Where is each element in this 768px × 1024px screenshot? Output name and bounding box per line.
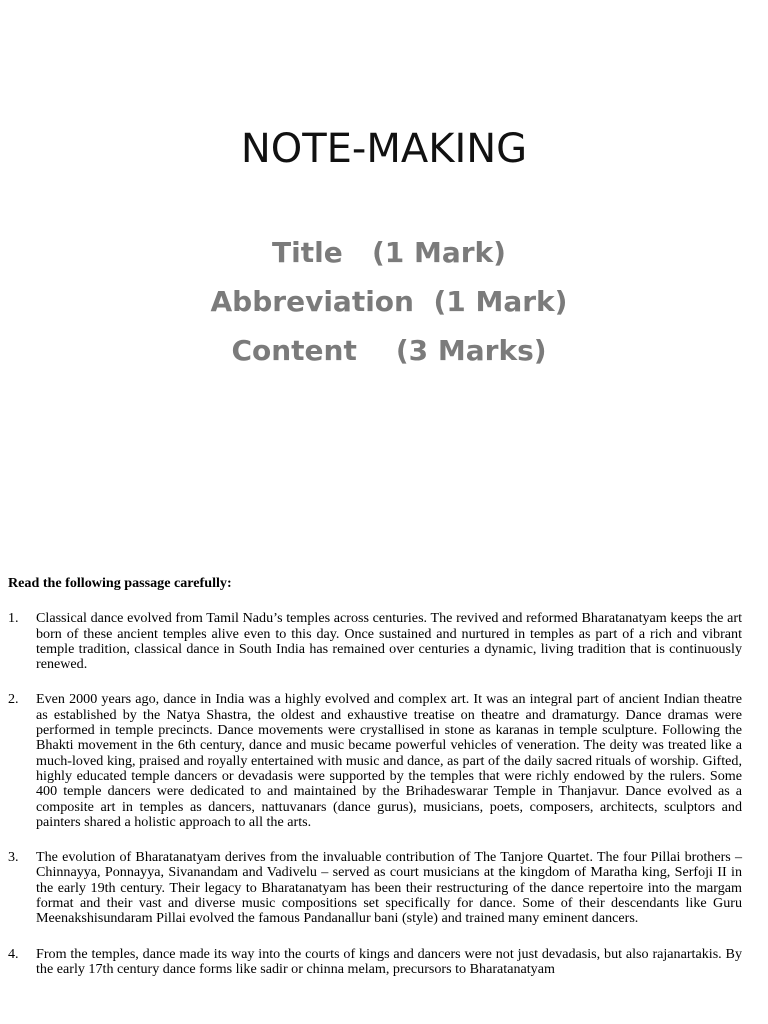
paragraph-number: 2.: [8, 691, 19, 708]
passage-paragraph-3: [8, 850, 742, 926]
passage-paragraph-2: [8, 692, 742, 830]
slide-item-content-marks: Content (3 Marks): [231, 334, 547, 367]
slide-item-title-mark: Title (1 Mark): [272, 236, 506, 269]
slide-title: NOTE-MAKING: [240, 126, 528, 172]
paragraph-text: From the temples, dance made its way into the courts of kings and dancers were not just devadasis, but also rajanartakis. By the early 17th century dance forms like sadir or chinna melam, precursors to Bharatanatyam: [36, 945, 742, 977]
paragraph-number: 3.: [8, 849, 19, 866]
passage-instruction: Read the following passage carefully:: [8, 575, 232, 591]
passage-paragraph-1: [8, 611, 742, 672]
passage: [8, 576, 742, 997]
paragraph-text: The evolution of Bharatanatyam derives from the invaluable contribution of The Tanjore Quartet. The four Pillai brothers – Chinnayya, Ponnayya, Sivanandam and Vadivelu – served as court musicians at the kingdom of Maratha king, Serfoji II in the early 19th century. Their legacy to Bharatanatyam has been their restructuring of the dance repertoire into the margam format and their vast and diverse music compositions set specifically for dance. Some of their descendants like Guru Meenakshisundaram Pillai evolved the famous Pandanallur bani (style) and trained many eminent dancers.: [36, 849, 742, 927]
paragraph-number: 1.: [8, 610, 19, 627]
passage-paragraph-4: [8, 947, 742, 978]
paragraph-text: Even 2000 years ago, dance in India was a highly evolved and complex art. It was an integral part of ancient Indian theatre as established by the Natya Shastra, the oldest and exhaustive treatise on theatre and dramaturgy. Dance dramas were performed in temple precincts. Dance movements were crystallised in stone as karanas in temple sculpture. Following the Bhakti movement in the 6th century, dance and music became powerful vehicles of veneration. The deity was treated like a much-loved king, praised and royally entertained with music and dance, as part of the daily sacred rituals of worship. Gifted, highly educated temple dancers or devadasis were supported by the temples that were richly endowed by the rulers. Some 400 temple dancers were dedicated to and maintained by the Brihadeswarar Temple in Thanjavur. Dance evolved as a composite art in temples as dancers, nattuvanars (dance gurus), musicians, poets, composers, architects, sculptors and painters shared a holistic approach to all the arts.: [36, 691, 742, 830]
slide-item-abbreviation-mark: Abbreviation (1 Mark): [210, 285, 568, 318]
paragraph-text: Classical dance evolved from Tamil Nadu’s temples across centuries. The revived and reformed Bharatanatyam keeps the art born of these ancient temples alive even to this day. Once sustained and nurtured in temples as part of a rich and vibrant temple tradition, classical dance in South India has remained over centuries a dynamic, living tradition that is continuously renewed.: [36, 610, 742, 673]
paragraph-number: 4.: [8, 945, 19, 962]
